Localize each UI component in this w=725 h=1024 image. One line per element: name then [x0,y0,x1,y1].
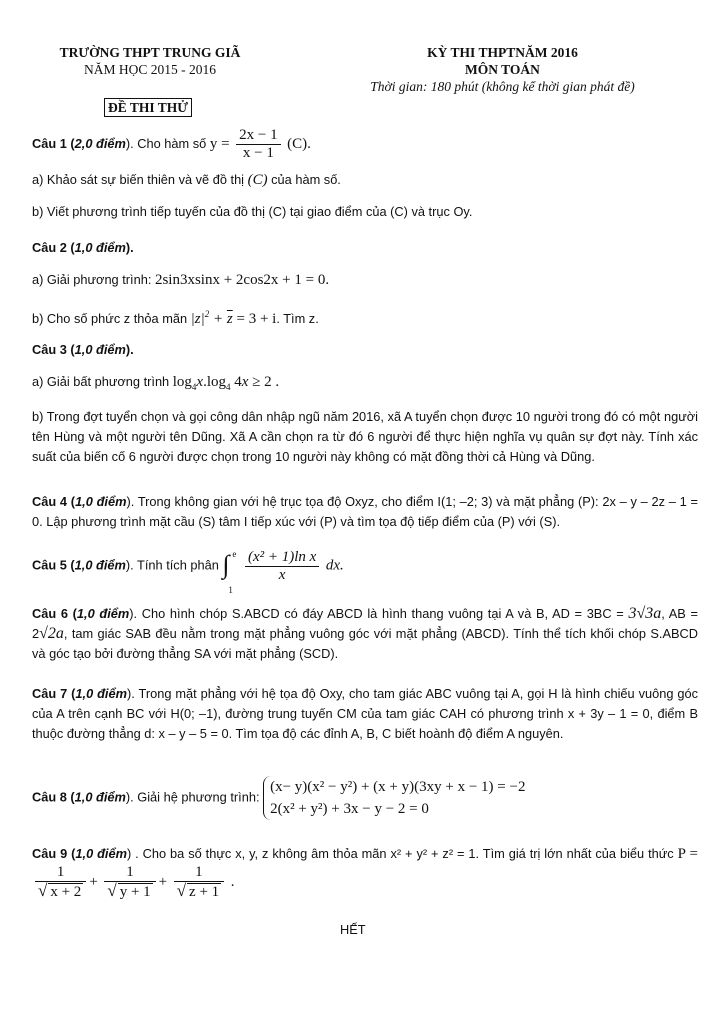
exam-duration: Thời gian: 180 phút (không kể thời gian phát đề) [370,79,635,94]
exam-title: KỲ THI THPTNĂM 2016 [427,45,578,60]
q2-part-b: b) Cho số phức z thỏa mãn $|z|^2 + \overline{z} = 3 + i$. Tìm z. [32,309,319,327]
integral-sign: ∫ e 1 [222,549,237,595]
q1-part-a: a) Khảo sát sự biến thiên và vẽ đồ thị (C) của hàm số. [32,172,341,188]
question-9: Câu 9 (1,0 điểm) . Cho ba số thực x, y, z không âm thỏa mãn x² + y² + z² = 1. Tìm giá trị lớn nhất của biểu thức P = $\frac{1}{√ x + 2}$ + $\frac{1}{√ y + 1}$ + $\frac{1}{√ z + 1}$ . [32,846,699,900]
q2-stem: Câu 2 (1,0 điểm). [32,240,134,255]
school-name: TRƯỜNG THPT TRUNG GIÃ [59,45,241,60]
equation-system: (x− y)(x² − y²) + (x + y)(3xy + x − 1) = −2 2(x² + y²) + 3x − y − 2 = 0 [263,776,525,820]
question-2 [32,238,698,329]
q1-part-b: b) Viết phương trình tiếp tuyến của đồ thị (C) tại giao điểm của (C) và trục Oy. [32,204,473,219]
q9-term-z: $\frac{1}{√ z + 1}$ [174,864,224,901]
school-year: NĂM HỌC 2015 - 2016 [83,62,216,77]
question-3 [32,340,698,467]
exam-subject: MÔN TOÁN [465,62,540,77]
q1-points: 2,0 điểm [74,136,126,151]
q1-fraction: $\frac{2x - 1}{x - 1}$ [236,127,280,162]
q2-part-a: a) Giải phương trình: 2sin3xsinx + 2cos2x + 1 = 0. [32,272,330,288]
q1-stem: Câu 1 (2,0 điểm). Cho hàm số y = $\frac{2x - 1}{x - 1}$ (C). [32,127,311,162]
question-8: Câu 8 (1,0 điểm). Giải hệ phương trình: (x− y)(x² − y²) + (x + y)(3xy + x − 1) = −2 2(x² + y²) + 3x − y − 2 = 0 [32,776,698,820]
header-school-block [40,44,260,78]
question-1 [32,122,698,222]
q5-fraction: $\frac{\text{(x² + 1)ln x}}{x}$ [245,549,319,584]
question-6: Câu 6 (1,0 điểm). Cho hình chóp S.ABCD có đáy ABCD là hình thang vuông tại A và B, AD = 3BC = 3√3a, AB = 2√2a, tam giác SAB đều nằm trong mặt phẳng vuông góc với mặt phẳng (ABCD). Tính thể tích khối chóp S.ABCD và góc tạo bởi đường thẳng SA với mặt phẳng (SCD). [32,605,698,661]
q3-part-a: a) Giải bất phương trình $\log_4x.\log_4$ 4x ≥ 2 . [32,374,280,392]
question-5: Câu 5 (1,0 điểm). Tính tích phân ∫ e 1 $\frac{\text{(x² + 1)ln x}}{x}$ dx. [32,546,698,586]
q3-part-b: b) Trong đợt tuyển chọn và gọi công dân nhập ngũ năm 2016, xã A tuyển chọn được 10 người trong đó có một người tên Hùng và một người tên Dũng. Xã A cần chọn ra từ đó 6 người để thực hiện nghĩa vụ quân sự đợt này. Tính xác suất của biến cố 6 người được chọn trong 10 người này không có mặt đồng thời cả Hùng và Dũng. [32,409,698,464]
header-exam-block [330,44,675,95]
q3-stem: Câu 3 (1,0 điểm). [32,342,134,357]
q9-term-y: $\frac{1}{√ y + 1}$ [104,864,155,901]
question-7: Câu 7 (1,0 điểm). Trong mặt phẳng với hệ tọa độ Oxy, cho tam giác ABC vuông tại A, gọi H là hình chiếu vuông góc của A trên cạnh BC với H(0; –1), đường trung tuyến CM của tam giác CAH có phương trình x + 3y – 1 = 0, điểm B thuộc đường thẳng d: x – y – 5 = 0. Tìm tọa độ các đỉnh A, B, C biết hoành độ điểm A nguyên. [32,686,698,741]
exam-type-box: ĐỀ THI THỬ [104,98,192,117]
q9-term-x: $\frac{1}{√ x + 2}$ [35,864,86,901]
question-4: Câu 4 (1,0 điểm). Trong không gian với hệ trục tọa độ Oxyz, cho điểm I(1; –2; 3) và mặt phẳng (P): 2x – y – 2z – 1 = 0. Lập phương trình mặt cầu (S) tâm I tiếp xúc với (P) và tìm tọa độ tiếp điểm của (P) với (S). [32,494,698,529]
end-marker: HẾT [340,922,366,937]
